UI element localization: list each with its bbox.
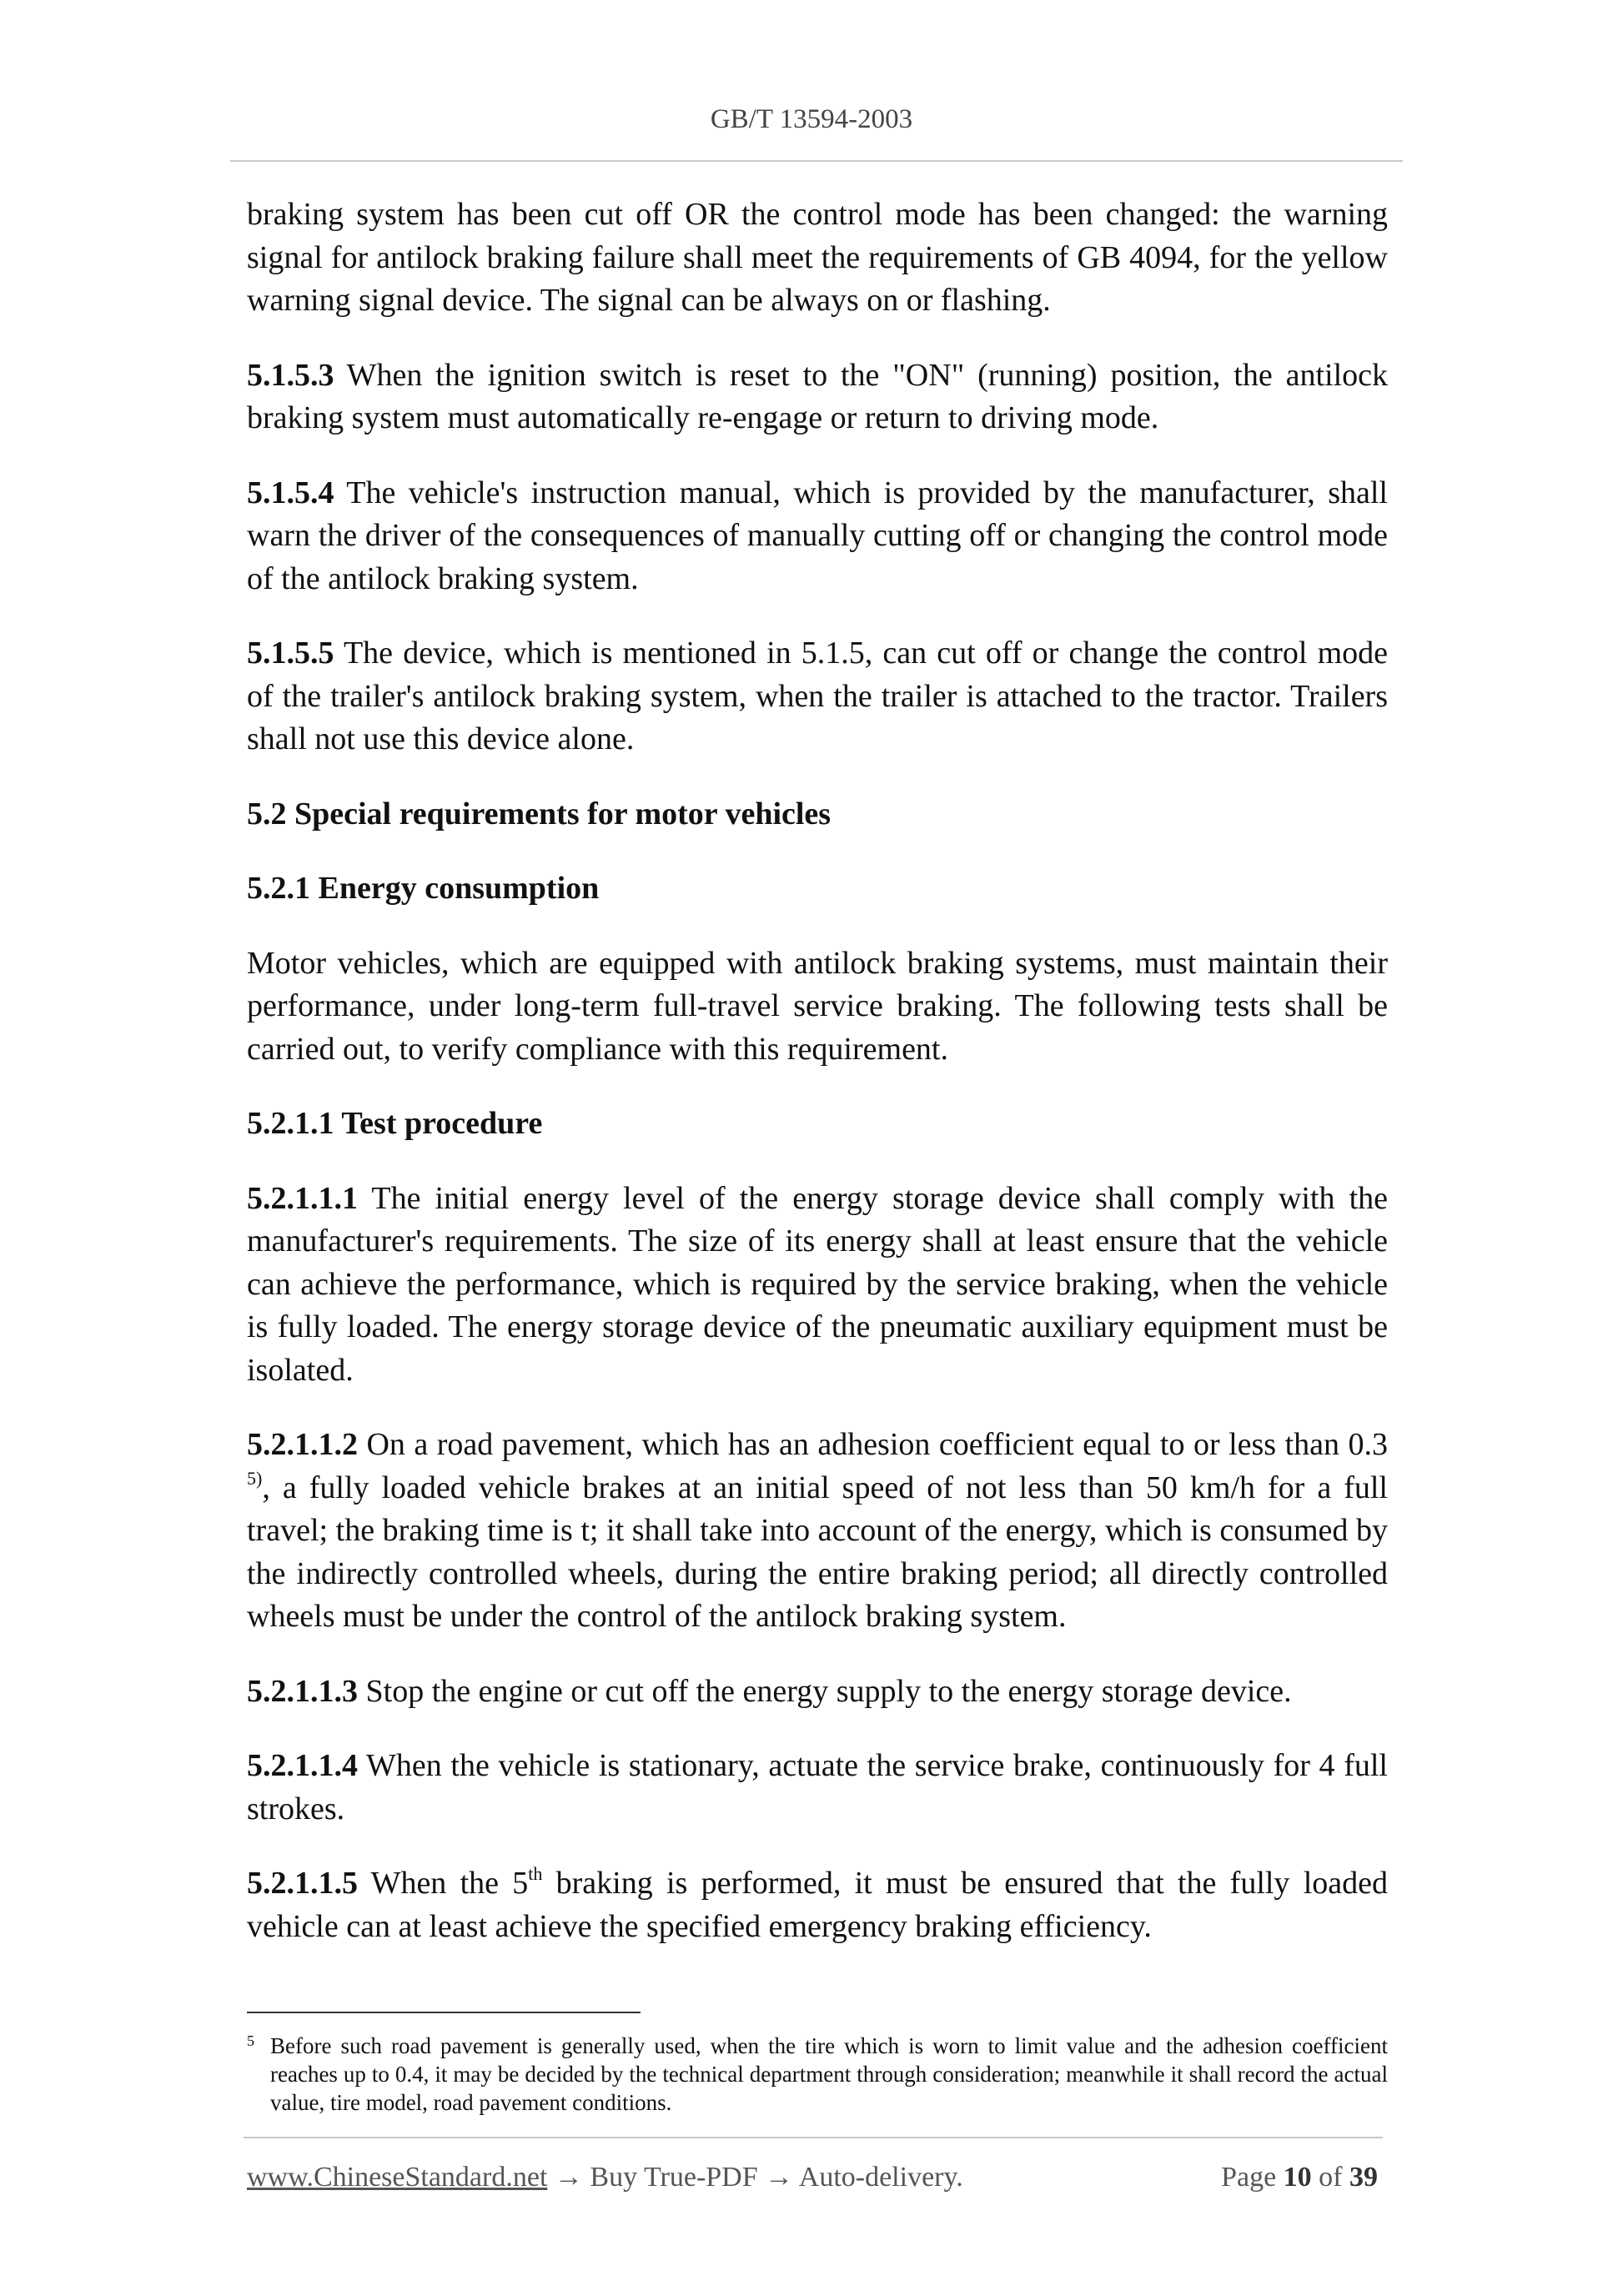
page-header	[0, 104, 1623, 135]
document-code: GB/T 13594-2003	[710, 104, 913, 134]
arrow-right-icon: →	[757, 2162, 799, 2193]
clause-text: On a road pavement, which has an adhesion coefficient equal to or less than 0.3	[358, 1427, 1388, 1462]
delivery-text: Auto-delivery.	[798, 2162, 963, 2193]
website-link[interactable]: www.ChineseStandard.net	[247, 2162, 548, 2193]
footnote	[247, 2032, 1388, 2117]
clause-text: Stop the engine or cut off the energy supply to the energy storage device.	[358, 1673, 1292, 1709]
clause-text: , a fully loaded vehicle brakes at an initial speed of not less than 50 km/h for a full travel; the braking time is t; it shall take into account of the energy, which is consumed by the indirectly controlled wheels, during the entire braking period; all directly controlled wheels must be under the control of the antilock braking system.	[247, 1470, 1388, 1634]
clause-5-2-1-1-1	[247, 1178, 1388, 1393]
paragraph-text: Motor vehicles, which are equipped with antilock braking systems, must maintain their performance, under long-term full-travel service braking. The following tests shall be carried out, to verify compliance with this requirement.	[247, 945, 1388, 1067]
clause-number: 5.2.1.1.1	[247, 1180, 358, 1216]
clause-text: When the 5	[358, 1866, 529, 1901]
page-number: 10	[1283, 2162, 1312, 2193]
page-label: Page	[1221, 2162, 1277, 2193]
of-label: of	[1319, 2162, 1343, 2193]
clause-5-2-1-1-4	[247, 1745, 1388, 1831]
footnote-text: Before such road pavement is generally used, when the tire which is worn to limit value and the adhesion coefficient reaches up to 0.4, it may be decided by the technical department through consideration; meanwhile it shall record the actual value, tire model, road pavement conditions.	[270, 2033, 1388, 2115]
page-indicator	[1221, 2162, 1378, 2193]
clause-text: When the ignition switch is reset to the "ON" (running) position, the antilock braking system must automatically re-engage or return to driving mode.	[247, 357, 1388, 435]
superscript: th	[528, 1863, 543, 1884]
clause-text: When the vehicle is stationary, actuate the service brake, continuously for 4 full strokes.	[247, 1748, 1388, 1826]
clause-number: 5.2.1.1.3	[247, 1673, 358, 1709]
footer-divider	[244, 2137, 1383, 2138]
clause-number: 5.1.5.4	[247, 475, 334, 510]
paragraph	[247, 942, 1388, 1072]
clause-5-1-5-3	[247, 354, 1388, 440]
clause-text: braking is performed, it must be ensured that the fully loaded vehicle can at least achieve the specified emergency braking efficiency.	[247, 1866, 1388, 1944]
page-total: 39	[1349, 2162, 1378, 2193]
header-divider	[230, 160, 1403, 162]
clause-number: 5.1.5.3	[247, 357, 334, 393]
clause-5-2-1-1-3	[247, 1671, 1388, 1714]
clause-5-1-5-5	[247, 632, 1388, 761]
arrow-right-icon: →	[547, 2162, 590, 2193]
paragraph-text: braking system has been cut off OR the control mode has been changed: the warning signal for antilock braking failure shall meet the requirements of GB 4094, for the yellow warning signal device. The signal can be always on or flashing.	[247, 197, 1388, 318]
footnote-reference[interactable]: 5)	[247, 1467, 263, 1489]
clause-5-1-5-4	[247, 472, 1388, 601]
clause-5-2-1-1-2	[247, 1424, 1388, 1639]
footnote-divider	[247, 2012, 641, 2013]
paragraph	[247, 193, 1388, 323]
section-heading-5-2-1-1: 5.2.1.1 Test procedure	[247, 1106, 543, 1141]
section-heading-5-2: 5.2 Special requirements for motor vehicles	[247, 796, 832, 831]
clause-text: The initial energy level of the energy storage device shall comply with the manufacturer's requirements. The size of its energy shall at least ensure that the vehicle can achieve the performance, which is required by the service braking, when the vehicle is fully loaded. The energy storage device of the pneumatic auxiliary equipment must be isolated.	[247, 1180, 1388, 1388]
clause-number: 5.2.1.1.4	[247, 1748, 358, 1783]
buy-pdf-text: Buy True-PDF	[590, 2162, 758, 2193]
clause-5-2-1-1-5	[247, 1862, 1388, 1948]
clause-text: The vehicle's instruction manual, which is provided by the manufacturer, shall warn the driver of the consequences of manually cutting off or changing the control mode of the antilock braking system.	[247, 475, 1388, 596]
clause-number: 5.2.1.1.5	[247, 1866, 358, 1901]
footer-links	[247, 2162, 963, 2193]
footnote-mark: 5	[247, 2032, 254, 2049]
section-heading-5-2-1: 5.2.1 Energy consumption	[247, 871, 600, 906]
document-body	[247, 193, 1388, 1980]
clause-text: The device, which is mentioned in 5.1.5, can cut off or change the control mode of the trailer's antilock braking system, when the trailer is attached to the tractor. Trailers shall not use this device alone.	[247, 636, 1388, 756]
clause-number: 5.1.5.5	[247, 636, 334, 671]
clause-number: 5.2.1.1.2	[247, 1427, 358, 1462]
